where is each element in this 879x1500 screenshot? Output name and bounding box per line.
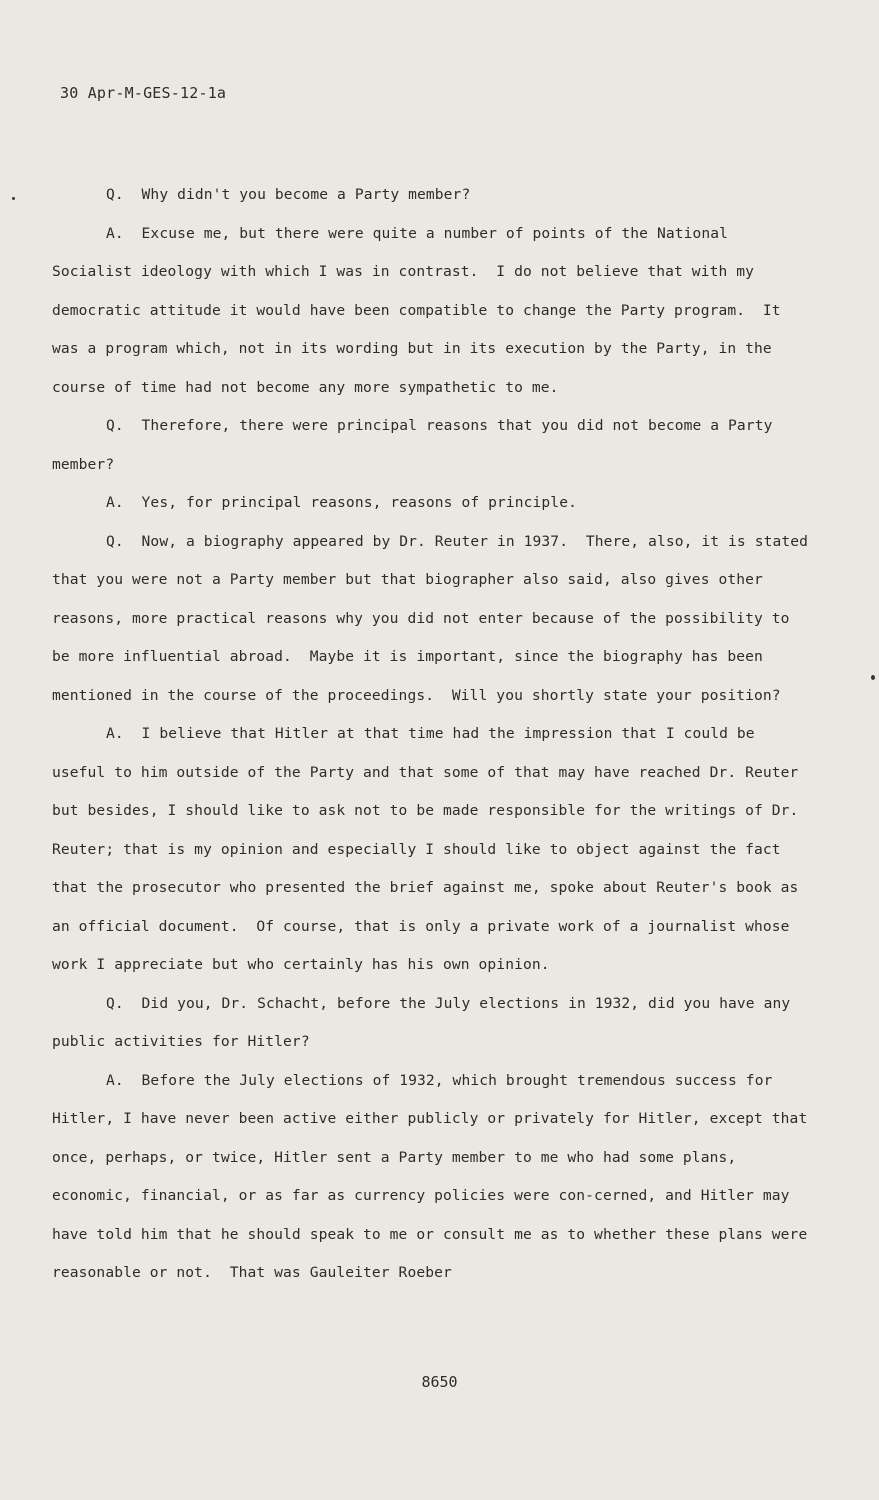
paper-speck [12, 197, 15, 200]
document-reference: 30 Apr-M-GES-12-1a [60, 84, 227, 102]
transcript-paragraph-a1: A. Excuse me, but there were quite a number of points of the National Socialist ideology with which I was in contrast. I do not believe that with my democratic attitude it would have been compatible to change the Party program. It was a program which, not in its wording but in its execution by the Party, in the course of time had not become any more sympathetic to me. [52, 224, 790, 396]
transcript-body [52, 176, 817, 1293]
transcript-paragraph-a2: A. Yes, for principal reasons, reasons of principle. [106, 494, 577, 511]
transcript-paragraph-q4: Q. Did you, Dr. Schacht, before the July elections in 1932, did you have any public activities for Hitler? [52, 994, 800, 1050]
transcript-paragraph-q1: Q. Why didn't you become a Party member? [106, 186, 471, 203]
page-number: 8650 [421, 1373, 458, 1391]
paper-speck [871, 675, 875, 680]
transcript-paragraph-q2: Q. Therefore, there were principal reasons that you did not become a Party member? [52, 417, 782, 473]
transcript-paragraph-q3: Q. Now, a biography appeared by Dr. Reuter in 1937. There, also, it is stated that you were not a Party member but that biographer also said, also gives other reasons, more practical reasons why you did not enter because of the possibility to be more influential abroad. Maybe it is important, since the biography has been mentioned in the course of the proceedings. Will you shortly state your position? [52, 532, 817, 704]
transcript-paragraph-a3: A. I believe that Hitler at that time had the impression that I could be useful to him outside of the Party and that some of that may have reached Dr. Reuter but besides, I should like to ask not to be made responsible for the writings of Dr. Reuter; that is my opinion and especially I should like to object against the fact that the prosecutor who presented the brief against me, spoke about Reuter's book as an official document. Of course, that is only a private work of a journalist whose work I appreciate but who certainly has his own opinion. [52, 725, 808, 973]
transcript-paragraph-a4: A. Before the July elections of 1932, which brought tremendous success for Hitler, I have never been active either publicly or privately for Hitler, except that once, perhaps, or twice, Hitler sent a Party member to me who had some plans, economic, financial, or as far as currency policies were con-cerned, and Hitler may have told him that he should speak to me or consult me as to whether these plans were reasonable or not. That was Gauleiter Roeber [52, 1071, 817, 1281]
